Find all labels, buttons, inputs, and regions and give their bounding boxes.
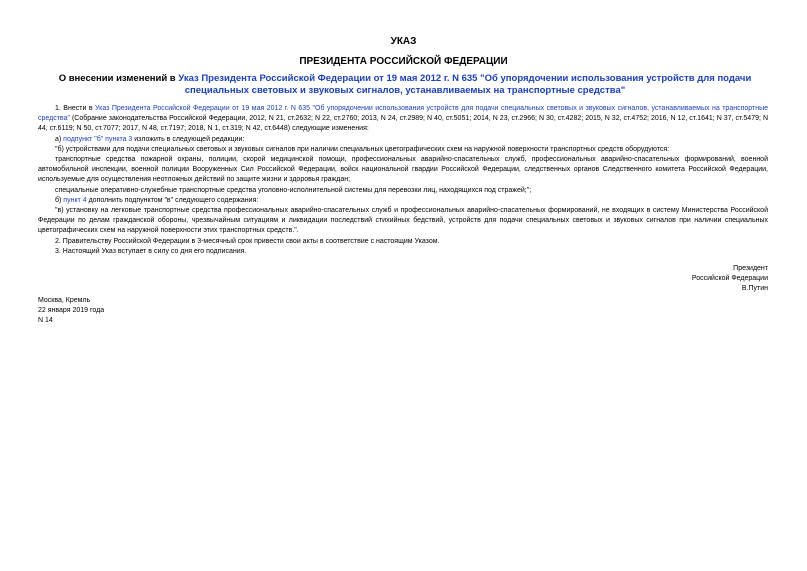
quote-v-text: "в) установку на легковые транспортные средства профессиональных аварийно-спасательных служб и профессиональных аварийно-спасательных формирований, не входящих в систему Министерства Российской Федерации по делам гражданской обороны, чрезвычайным ситуациям и ликвидации последствий стихийных бедствий, устройств для подачи специальных световых и звуковых сигналов при наличии специальных цветографических схем на наружной поверхности этих транспортных средств.". [38, 207, 768, 235]
place-city: Москва, Кремль [38, 297, 91, 304]
document-body [38, 104, 768, 257]
document-subject [40, 73, 770, 97]
p1-prefix: 1. Внести в [55, 105, 96, 112]
quote-b-special: специальные оперативно-служебные транспортные средства уголовно-исполнительной системы для перевозки лиц, находящихся под стражей;"; [55, 186, 532, 194]
place-date: 22 января 2019 года [38, 307, 105, 315]
subject-prefix: О внесении изменений в [58, 73, 179, 84]
paragraph-1 [38, 104, 768, 135]
paragraph-2: 2. Правительству Российской Федерации в 3-месячный срок привести свои акты в соответствие с настоящим Указом. [55, 237, 440, 245]
signature-name: В.Путин [741, 285, 768, 293]
paragraph-3: 3. Настоящий Указ вступает в силу со дня его подписания. [55, 247, 247, 255]
signature-title: Президент [733, 265, 768, 272]
p1-link[interactable]: Указ Президента Российской Федерации от 19 мая 2012 г. N 635 "Об упорядочении использования устройств для подачи специальных световых и звуковых сигналов, устанавливаемых на транспортные средства" [38, 105, 769, 123]
a-suffix: изложить в следующей редакции: [132, 135, 245, 143]
bb-link[interactable]: пункт 4 [63, 196, 87, 204]
a-link[interactable]: подпункт "б" пункта 3 [63, 135, 133, 143]
document-title: УКАЗ [390, 36, 417, 47]
document-issuer: ПРЕЗИДЕНТА РОССИЙСКОЙ ФЕДЕРАЦИИ [299, 56, 508, 67]
place-date-block [38, 296, 104, 327]
a-prefix: а) [55, 135, 64, 143]
subparagraph-b [38, 196, 768, 206]
quote-b-text: транспортные средства пожарной охраны, полиции, скорой медицинской помощи, профессиональных аварийно-спасательных служб, профессиональных аварийно-спасательных формирований, военной автомобильной инспекции, военной полиции Вооруженных Сил Российской Федерации, войск национальной гвардии Российской Федерации, следственных органов Следственного комитета Российской Федерации, используемые для осуществления неотложных действий по защите жизни и здоровья граждан; [38, 156, 768, 184]
signature-country: Российской Федерации [691, 275, 768, 283]
quote-b-intro: "б) устройствами для подачи специальных световых и звуковых сигналов при наличии специальных цветографических схем на наружной поверхности транспортных средств оборудуются: [55, 145, 670, 153]
p1-suffix: (Собрание законодательства Российской Федерации, 2012, N 21, ст.2632; N 22, ст.2760; 2013, N 24, ст.2989; N 40, ст.5051; 2014, N 23, ст.2966; N 30, ст.4282; 2015, N 32, ст.4752; 2016, N 12, ст.1641; N 37, ст.5479; N 44, ст.6119; N 50, ст.7077; 2017, N 48, ст.7197; 2018, N 1, ст.319; N 42, ст.6448) следующие изменения: [38, 115, 768, 133]
subparagraph-a [38, 135, 768, 145]
signature-block [560, 264, 768, 295]
subject-link[interactable]: Указ Президента Российской Федерации от 19 мая 2012 г. N 635 "Об упорядочении использования устройств для подачи специальных световых и звуковых сигналов, устанавливаемых на транспортные средства" [178, 73, 752, 96]
bb-suffix: дополнить подпунктом "в" следующего содержания: [86, 196, 259, 204]
bb-prefix: б) [55, 196, 64, 204]
document-number: N 14 [38, 317, 53, 325]
